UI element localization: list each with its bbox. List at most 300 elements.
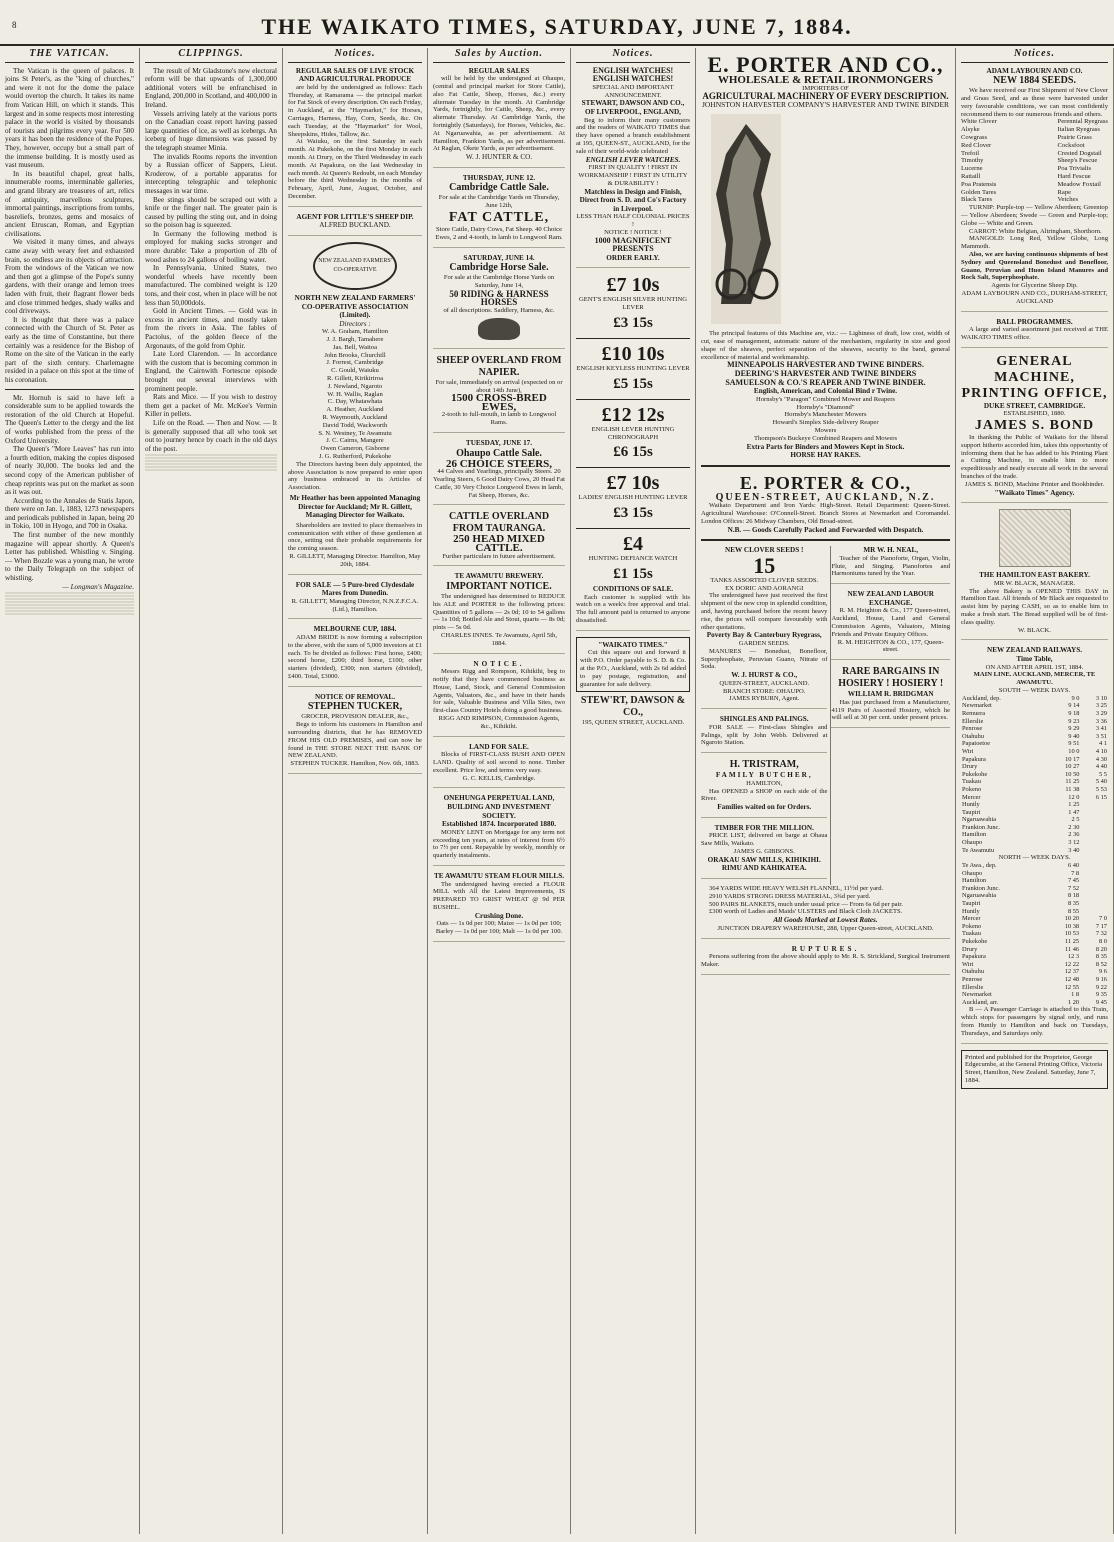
section-heading: Sales by Auction. <box>433 48 565 63</box>
departure-time <box>1080 816 1108 824</box>
merchant-name: STEPHEN TUCKER, <box>307 701 403 713</box>
merchant-address: 195, QUEEN STREET, AUCKLAND. <box>581 719 685 727</box>
ad-title: NEW ZEALAND LABOUR EXCHANGE. <box>847 590 934 607</box>
departure-time: 10 0 <box>1068 747 1080 755</box>
ad-body: Persons suffering from the above should apply to Mr. R. S. Strickland, Surgical Instrument Maker. <box>701 953 950 968</box>
timetable-row <box>961 839 1108 847</box>
ad-signature: JAMES G. GIBBONS. <box>733 847 795 855</box>
watch-price: £4 <box>623 533 643 556</box>
ad-signature: R. GILLETT, Managing Director, N.N.Z.F.C.A. (Ltd.), Hamilton. <box>291 597 419 613</box>
sale-headline: 50 RIDING & HARNESS HORSES <box>449 288 549 308</box>
departure-time: 11 38 <box>1065 785 1080 793</box>
ad-title: AGENT FOR LITTLE'S SHEEP DIP. <box>296 212 414 221</box>
established-label: ESTABLISHED, 1880. <box>1003 410 1066 418</box>
ad-body: The undersigned have just received the first shipment of the new crop in splendid condition, and, having purchased before the recent heavy rise, the prices will compare favourably with other quotations. <box>701 592 828 631</box>
ad-body: PRICE LIST, delivered on barge at Ohaua Saw Mills, Waikato. <box>701 832 828 848</box>
clipping-paragraph: In Pennsylvania, United States, two wonderful wheels have recently been manufactured. The combined weight is 120 tons, and their cost, when in place will be not less than 50,000dols. <box>145 264 277 307</box>
ad-title: TIMBER FOR THE MILLION. <box>714 823 814 832</box>
merchant-name: STEW'RT, DAWSON & CO., <box>580 695 686 719</box>
ad-item: 500 PAIRS BLANKETS, much under usual price — From 6s 6d per pair. <box>709 900 903 908</box>
removal-notice-ad <box>288 693 422 774</box>
clipping-paragraph: Bee stings should be scraped out with a knife or the finger nail. The greater pain is caused by pulling the sting out, and in doing so the poison bag is squeezed. <box>145 195 277 230</box>
ad-highlight: LESS THAN HALF COLONIAL PRICES ! <box>576 213 690 229</box>
watch-price: £7 10s <box>606 274 660 297</box>
departure-time <box>1080 900 1108 908</box>
machine-description: The principal features of this Machine are, viz.: — Lightness of draft, low cost, width of cut, ease of management, automatic nature of the mechanism, regularity in size and good shape of the sheaves, perfect separation of the sheaves, security to the band, general excellence of material and workmanship. <box>701 330 950 361</box>
section-heading: Notices. <box>288 48 422 63</box>
sale-headline: 1500 CROSS-BRED EWES, <box>451 392 547 413</box>
ad-body: In thanking the Public of Waikato for the liberal support hitherto accorded him, takes this opportunity of informing them that he has added to his Printing Plant a Cutting Machine, to enable him to more expeditiously and neatly execute all work in the several branches of the trade. <box>961 434 1108 481</box>
machinery-item: Howard's Simplex Side-delivery Reaper <box>772 419 879 427</box>
timetable-row <box>961 771 1108 779</box>
ad-title: NEW CLOVER SEEDS ! <box>725 546 804 555</box>
station-name: Pukekohe <box>962 770 988 778</box>
ad-title: CONDITIONS OF SALE. <box>592 585 674 594</box>
town-label: HAMILTON, <box>746 779 783 787</box>
harvester-machine-illustration <box>701 114 791 324</box>
ad-title: TE AWAMUTU STEAM FLOUR MILLS. <box>434 871 564 880</box>
station-name: Tuakau <box>962 930 981 938</box>
hay-rakes-label: HORSE HAY RAKES. <box>790 451 861 460</box>
watch-label: ENGLISH KEYLESS HUNTING LEVER <box>576 365 690 373</box>
ad-title: MELBOURNE CUP, 1884. <box>313 625 397 634</box>
coupon-body: Cut this square out and forward it with P.O. Order payable to S. D. & Co. at the P.O., Auckland, with 2s 6d added to pay postage, registration, and guarantee for safe delivery. <box>580 649 686 688</box>
timetable-row <box>961 763 1108 771</box>
clipping-paragraph: The invalids Rooms reports the invention by a Russian officer of Sappers, Lieut. Kroderow, of a portable apparatus for intercepting telegraphic and telephonic messages in war time. <box>145 152 277 195</box>
station-name: Otahuhu <box>962 732 985 740</box>
timetable-row <box>961 984 1108 992</box>
sale-body: For sale at the Cambridge Yards on Thursday, June 12th, <box>438 194 560 210</box>
sale-title: CATTLE OVERLAND FROM TAURANGA. <box>448 511 550 535</box>
station-name: Mercer <box>962 915 981 923</box>
importers-label: IMPORTERS OF <box>802 84 849 92</box>
departure-time: 7 52 <box>1067 884 1080 892</box>
departure-time: 3 29 <box>1095 709 1107 717</box>
sale-title: SHEEP OVERLAND FROM NAPIER. <box>436 354 562 378</box>
departure-time <box>1080 885 1108 893</box>
watch-label: GENT'S ENGLISH SILVER HUNTING LEVER <box>578 296 688 312</box>
sale-items: of all descriptions. Saddlery, Harness, &c. <box>443 306 555 314</box>
departure-time: 3 10 <box>1095 694 1107 702</box>
departure-time: 9 45 <box>1095 998 1107 1006</box>
departure-time: 1 47 <box>1068 808 1080 816</box>
seed-item: Hard Fescue <box>1057 172 1091 180</box>
watch-price: £3 15s <box>613 505 653 522</box>
railways-timetable <box>961 646 1108 1043</box>
seed-item: Vetches <box>1057 196 1079 204</box>
departure-time <box>1080 839 1108 847</box>
timetable-date: ON AND AFTER APRIL 1ST, 1884. <box>985 663 1084 671</box>
ad-signature: G. C. KELLIS, Cambridge. <box>462 774 536 782</box>
column-vatican <box>0 48 140 1534</box>
timetable-row <box>961 938 1108 946</box>
departure-time: 10 53 <box>1064 930 1080 938</box>
quality-claims: FIRST IN QUALITY ! FIRST IN WORKMANSHIP ! FIRST IN UTILITY & DURABILITY ! <box>578 164 688 187</box>
director-entry: J. G. Rutherford, Pukekohe <box>318 453 392 461</box>
ball-programmes-ad <box>961 318 1108 348</box>
station-name: Papakura <box>962 953 986 961</box>
ad-subtitle: IMPORTANT NOTICE. <box>446 581 552 593</box>
departure-time: 8 35 <box>1095 953 1107 961</box>
departure-time: 10 27 <box>1065 763 1080 771</box>
departure-time: 8 55 <box>1067 907 1080 915</box>
sale-title: Cambridge Horse Sale. <box>449 262 549 274</box>
timetable-row <box>961 915 1108 923</box>
director-entry: Jas. Bell, Waitoa <box>332 343 378 351</box>
departure-time: 1 20 <box>1067 998 1080 1006</box>
ad-title: NOTICE OF REMOVAL. <box>314 692 396 701</box>
seeds-list-left <box>961 118 997 204</box>
ad-subtitle: SPECIAL AND IMPORTANT ANNOUNCEMENT. <box>592 83 674 99</box>
ad-subtitle: Crushing Done. <box>474 911 524 920</box>
timetable-row <box>961 999 1108 1007</box>
station-name: Huntly <box>962 801 980 809</box>
timetable-row <box>961 847 1108 855</box>
clipping-paragraph: The result of Mr Gladstone's new electoral reform will be that upwards of 1,300,000 additional voters will be enfranchised in England, 200,000 in Scotland, and 400,000 in Ireland. <box>145 66 277 109</box>
timber-types: RIMU AND KAHIKATEA. <box>721 864 807 873</box>
departure-time: 9 40 <box>1068 732 1080 740</box>
station-name: Taupiri <box>962 808 981 816</box>
station-name: Remuera <box>962 709 986 717</box>
departure-time: 2 36 <box>1068 831 1080 839</box>
departure-time: 5 53 <box>1095 785 1107 793</box>
porter-subtitle: WHOLESALE & RETAIL IRONMONGERS <box>717 74 934 86</box>
departure-time: 9 18 <box>1068 709 1080 717</box>
sale-items: 2-tooth to full-mouth, in lamb to Longwool Rams. <box>441 411 557 427</box>
timetable-row <box>961 885 1108 893</box>
machinery-item: Thompson's Buckeye Combined Reapers and Mowers <box>753 434 898 442</box>
station-name: Hamilton <box>962 831 987 839</box>
clipping-paragraph: Rats and Mice. — If you wish to destroy them get a packet of Mr. McKee's Vermin Killer in pellets. <box>145 393 277 419</box>
drapery-ad <box>701 885 950 939</box>
director-entry: Owen Cameron, Gisborne <box>320 445 390 453</box>
departure-time: 5 40 <box>1095 778 1107 786</box>
seed-item: Sheep's Fescue <box>1057 157 1098 165</box>
conditions-of-sale <box>576 585 690 631</box>
departure-time: 8 20 <box>1095 945 1107 953</box>
ruptures-ad <box>701 945 950 975</box>
departure-time: 12 0 <box>1068 793 1080 801</box>
ad-notice: Mr Heather has been appointed Managing Director for Auckland; Mr R. Gillett, Managing Director for Waikato. <box>289 494 421 520</box>
departure-time: 4 40 <box>1095 763 1107 771</box>
watch-label: LADIES' ENGLISH HUNTING LEVER <box>578 494 688 502</box>
ad-signature: R. M. HEIGHTON & CO., 177, Queen-street. <box>837 638 944 654</box>
ad-body: Messrs Rigg and Rompson, Kihikihi, beg to notify that they have commenced business as House, Land, Stock, and General Commission Agents, Valuators, &c., and have in their hands for sale, Valuable Business and Villa Sites, two first-class Country Hotels doing a good business. <box>433 668 565 715</box>
departure-time: 11 25 <box>1065 778 1080 786</box>
price-list: Oats — 1s 0d per 100; Maize — 1s 0d per 100; Barley — 1s 0d per 100; Malt — 1s 0d per 100. <box>435 920 563 936</box>
ad-title: NORTH NEW ZEALAND FARMERS' CO-OPERATIVE ASSOCIATION (Limited). <box>294 293 416 320</box>
article-paragraph: It is thought that there was a palace connected with the Church of St. Peter as early as the time of Constantine, but there certainly was a residence for the Bishop of Rome on the site of the Vatican in the early part of the sixth century. Charlemagne resided in a palace on this spot at the time of his coronation. <box>5 315 134 384</box>
minneapolis-label: MINNEAPOLIS HARVESTER AND TWINE BINDERS. <box>727 360 924 370</box>
station-name: Pokeno <box>962 785 982 793</box>
sheep-illustration <box>478 318 520 340</box>
seed-item: Timothy <box>961 157 984 165</box>
porter-nb: N.B. — Goods Carefully Packed and Forwarded with Despatch. <box>727 525 924 534</box>
auctioneer-name: W. J. HUNTER & CO. <box>465 153 533 162</box>
watch-price: £1 15s <box>613 566 653 583</box>
order-coupon[interactable] <box>576 637 690 693</box>
departure-time <box>1080 824 1108 832</box>
departure-time <box>1080 870 1108 878</box>
ad-signature: CHARLES INNES. Te Awamutu, April 5th, 1884. <box>440 632 558 647</box>
station-name: Frankton Junc. <box>962 823 1000 831</box>
sale-headline: 26 CHOICE STEERS, <box>445 457 553 470</box>
station-name: Papakura <box>962 755 986 763</box>
ad-title: RARE BARGAINS IN HOSIERY ! HOSIERY ! <box>838 666 944 690</box>
mangold-list: MANGOLD: Long Red, Yellow Globe, Long Mammoth. <box>961 235 1108 251</box>
ohaupo-sale-ad <box>433 439 565 505</box>
departure-time: 4 1 <box>1099 740 1107 748</box>
ad-body: A large and varied assortment just received at THE WAIKATO TIMES office. <box>961 326 1108 341</box>
cattle-sale-ad <box>433 174 565 248</box>
shingles-ad <box>701 715 827 753</box>
departure-time: 12 22 <box>1064 960 1080 968</box>
departure-time: 8 18 <box>1067 892 1080 900</box>
turnip-list: TURNIP: Purple-top — Yellow Aberdeen; Greentop — Yellow Aberdeen; Swede — Green and Purple-top; Globe — White and Green. <box>961 204 1108 227</box>
departure-time: 9 23 <box>1068 717 1080 725</box>
timetable-row <box>961 877 1108 885</box>
masthead <box>0 0 1114 46</box>
ship-names: EX DORIC AND AORANGI <box>725 584 804 592</box>
sale-headline: FAT CATTLE, <box>448 209 550 225</box>
departure-time: 4 30 <box>1095 755 1107 763</box>
departure-time: 7 32 <box>1095 930 1107 938</box>
carrot-list: CARROT: White Belgian, Altringham, Shorthorn. <box>969 227 1102 235</box>
timetable-row <box>961 991 1108 999</box>
english-watches-ad <box>576 67 690 269</box>
station-name: Penrose <box>962 725 983 733</box>
ad-signature: STEPHEN TUCKER. Hamilton, Nov. 6th, 1883. <box>290 760 420 768</box>
timetable-row <box>961 786 1108 794</box>
livestock-sales-ad <box>288 67 422 207</box>
line-name: MAIN LINE. AUCKLAND, MERCER, TE AWAMUTU. <box>973 671 1096 687</box>
ad-body: The Directors having been duly appointed, the above Association is now prepared to enter upon any business embraced in its Articles of Association. <box>288 460 422 492</box>
seeds-lists <box>961 118 1108 204</box>
sale-title: Ohaupo Cattle Sale. <box>456 447 542 459</box>
departure-time: 3 25 <box>1095 702 1107 710</box>
director-entry: W. A. Graham, Hamilton <box>321 328 389 336</box>
machinery-item: Hornsby's Manchester Mowers <box>784 411 867 419</box>
departure-time: 9 16 <box>1095 975 1107 983</box>
ad-subtitle: FAMILY BUTCHER, <box>715 771 813 780</box>
sale-headline: 250 HEAD MIXED CATTLE. <box>453 533 545 555</box>
commission-agents-ad <box>433 660 565 737</box>
station-name: Auckland, dep. <box>962 694 1001 702</box>
col6-left-subcol <box>701 546 831 885</box>
seed-item: Lucerne <box>961 165 983 173</box>
agents-label: Agents for Glycerine Sheep Dip. <box>991 282 1078 290</box>
departure-time: 11 46 <box>1064 945 1080 953</box>
column-auctions <box>428 48 571 1534</box>
directors-list <box>288 328 422 461</box>
machinery-item: Hornsby's "Diamond" <box>796 403 855 411</box>
departure-time: 9 35 <box>1095 991 1107 999</box>
seed-item: Black Tares <box>961 196 993 204</box>
ad-title: ENGLISH WATCHES! ENGLISH WATCHES! <box>592 65 674 84</box>
agency-label: "Waikato Times" Agency. <box>994 488 1075 497</box>
ad-body: Teacher of the Pianoforte, Organ, Violin, Flute, and Singing. Pianofortes and Harmoniums tuned by the Year. <box>831 554 950 578</box>
departure-time: 10 50 <box>1065 770 1080 778</box>
timber-ad <box>701 824 827 879</box>
ad-body: Has OPENED a SHOP on each side of the River. <box>701 787 828 803</box>
departure-time: 1 25 <box>1068 801 1080 809</box>
hosiery-ad <box>831 666 950 728</box>
clydesdale-sale-ad <box>288 581 422 620</box>
clover-seeds-ad <box>701 546 827 709</box>
watch-price: £5 15s <box>613 375 653 392</box>
ad-title: ONEHUNGA PERPETUAL LAND, BUILDING AND INVESTMENT SOCIETY. <box>443 794 555 820</box>
sale-date: TUESDAY, JUNE 17. <box>465 439 533 448</box>
timetable-row <box>961 778 1108 786</box>
seed-item: Poa Pratensis <box>961 180 997 188</box>
timetable-row <box>961 953 1108 961</box>
station-name: Wiri <box>962 747 974 755</box>
station-name: Otahuhu <box>962 968 985 976</box>
director-entry: R. Gillett, Kirikiriroa <box>326 375 384 383</box>
station-name: Newmarket <box>962 702 992 710</box>
station-name: Te Awa., dep. <box>962 862 997 870</box>
ad-title: RUPTURES. <box>791 944 860 953</box>
mill-name: ORAKAU SAW MILLS, KIHIKIHI. <box>707 855 821 864</box>
station-name: Ngaruawahia <box>962 816 997 824</box>
article-paragraph: In its beautiful chapel, great halls, innumerable rooms, interminable galleries, and grand library are treasures of art, relics of antiquity, marvellous sculptures, immortal paintings, inscriptions from tombs, basreliefs, bronzes, gems and mosaics of ancient Etruscan, Roman, and Egyptian civilisations. <box>5 169 134 238</box>
ad-highlight: Families waited on for Orders. <box>717 803 812 812</box>
timetable-row <box>961 824 1108 832</box>
director-entry: J. Newland, Ngaroto <box>327 382 383 390</box>
ad-subtitle: GROCER, PROVISION DEALER, &c., <box>301 713 409 721</box>
flour-mills-ad <box>433 872 565 942</box>
ad-highlight: All Goods Marked at Lowest Rates. <box>773 916 878 925</box>
sale-title: Cambridge Cattle Sale. <box>449 182 549 194</box>
station-name: Ohaupo <box>962 839 983 847</box>
ad-signature: RIGG AND RIMPSON, Commission Agents, &c., Kihikihi. <box>438 714 560 730</box>
station-name: Huntly <box>962 907 980 915</box>
departure-time: 12 3 <box>1067 953 1080 961</box>
ad-subtitle: TANKS ASSORTED CLOVER SEEDS. <box>710 576 819 584</box>
ad-item: £300 worth of Ladies and Maids' ULSTERS and Black Cloth JACKETS. <box>709 908 903 916</box>
clipping-paragraph: In Germany the following method is employed for making sucks stronger and more durable: Take a proportion of 2lb of wood ashes to 24 gallons of boiling water. <box>145 229 277 264</box>
station-name: Ngaruawahia <box>962 892 997 900</box>
departure-time: 9 29 <box>1068 725 1080 733</box>
association-seal-logo: NEW ZEALAND FARMERS' CO-OPERATIVE <box>313 242 397 290</box>
section-heading: Notices. <box>961 48 1108 63</box>
station-name: Ellerslie <box>962 717 984 725</box>
ad-title: NEW 1884 SEEDS. <box>993 75 1076 87</box>
imprint: Printed and published for the Proprietor, George Edgecumbe, at the General Printing Office, Victoria Street, Hamilton, New Zealand. Saturday, June 7, 1884. <box>961 1050 1108 1089</box>
presents-headline: 1000 MAGNIFICENT PRESENTS <box>594 235 672 254</box>
music-teacher-ad <box>831 546 950 584</box>
timetable-row <box>961 900 1108 908</box>
directors-label: Directors : <box>339 319 371 328</box>
ad-address: DUKE STREET, CAMBRIDGE. <box>983 401 1086 410</box>
departure-time: 2 5 <box>1071 816 1080 824</box>
ad-title: NEW ZEALAND RAILWAYS. <box>987 646 1082 655</box>
director-entry: W. H. Wallis, Raglan <box>327 390 383 398</box>
departure-time: 9 14 <box>1068 702 1080 710</box>
sale-date: THURSDAY, JUNE 12. <box>462 173 536 182</box>
sale-date: SATURDAY, JUNE 14. <box>463 253 535 262</box>
ad-item: 364 YARDS WIDE HEAVY WELSH FLANNEL, 11½d per yard. <box>709 884 884 892</box>
timetable-row <box>961 801 1108 809</box>
departure-time: 12 48 <box>1064 975 1080 983</box>
wheat-sheaf-illustration <box>999 509 1071 567</box>
regular-sales-ad <box>433 67 565 168</box>
merchant-address: JUNCTION DRAPERY WAREHOUSE, 288, Upper Queen-street, AUCKLAND. <box>717 924 934 932</box>
departure-time <box>1080 809 1108 817</box>
departure-time: 7 0 <box>1099 915 1107 923</box>
station-name: Penrose <box>962 975 983 983</box>
column-clippings <box>140 48 283 1534</box>
departure-time: 8 0 <box>1099 938 1107 945</box>
timetable-row <box>961 702 1108 710</box>
brewery-ad <box>433 572 565 653</box>
seed-item: Alsyke <box>961 126 980 134</box>
seed-item: Cocksfoot <box>1057 141 1085 149</box>
seeds-list-right <box>1058 118 1108 204</box>
timetable-row <box>961 816 1108 824</box>
extra-parts-label: Extra Parts for Binders and Mowers Kept in Stock. <box>746 442 905 451</box>
timetable-row <box>961 831 1108 839</box>
merchant-address: QUEEN-STREET, AUCKLAND. <box>719 679 810 687</box>
ad-title: TE AWAMUTU BREWERY. <box>454 572 544 581</box>
timetable-row <box>961 809 1108 817</box>
departure-time: 8 35 <box>1067 900 1080 908</box>
divider <box>5 389 134 390</box>
timetable-note: B — A Passenger Carriage is attached to this Train, which stops for passengers by signal only, and runs from Huntly to Hamilton and back on Tuesdays, Thursdays, and Saturdays only. <box>961 1006 1108 1037</box>
station-name: Papatoetoe <box>962 740 991 748</box>
sale-items: Further particulars in future advertisement. <box>442 552 556 560</box>
seeds-count: 15 <box>753 552 776 578</box>
timetable-row <box>961 756 1108 764</box>
station-name: Mercer <box>962 793 981 801</box>
director-entry: J. J. Bargh, Tamahere <box>326 336 384 344</box>
ad-title: REGULAR SALES <box>468 66 530 75</box>
machinery-item: Mowers <box>814 426 837 434</box>
timetable-row <box>961 748 1108 756</box>
director-entry: A. Heather, Auckland <box>326 406 384 414</box>
merchant-name: WILLIAM R. BRIDGMAN <box>847 690 934 699</box>
station-name: Ellerslie <box>962 983 984 991</box>
timetable-north <box>961 862 1108 1006</box>
newspaper-title: THE WAIKATO TIMES, SATURDAY, JUNE 7, 1884. <box>261 14 853 39</box>
labour-exchange-ad <box>831 590 950 660</box>
departure-time: 2 30 <box>1068 823 1080 831</box>
departure-time: 6 40 <box>1067 862 1080 870</box>
ad-body: The undersigned having erected a FLOUR MILL with All the Latest Improvements, IS PREPARED TO GRIST WHEAT @ 9d PER BUSHEL. <box>433 880 565 911</box>
director-entry: John Brooks, Churchill <box>324 351 386 359</box>
ad-signature: R. GILLETT, Managing Director. Hamilton, May 20th, 1884. <box>289 553 421 568</box>
departure-time: 11 25 <box>1064 938 1080 945</box>
ad-title: THE HAMILTON EAST BAKERY. <box>979 571 1090 580</box>
seed-item: Cowgrass <box>961 133 988 141</box>
departure-time: 5 5 <box>1099 770 1107 778</box>
departure-time: 6 15 <box>1095 793 1107 801</box>
ad-title: MR W. H. NEAL, <box>863 546 919 555</box>
sale-items: 44 Calves and Yearlings, principally Steers. 20 Yearling Steers, 6 Good Dairy Cows, 20 Head Fat Cattle, 30 Very Choice Longwool Ewes in lamb, Fat Sheep, Horses, &c. <box>433 468 565 499</box>
station-name: Auckland, arr. <box>962 998 999 1006</box>
ad-title: FOR SALE — 5 Pure-bred Clydesdale Mares from Dunedin. <box>295 580 415 598</box>
station-name: Drury <box>962 763 978 771</box>
porter-street: QUEEN-STREET, AUCKLAND, N.Z. <box>715 491 936 503</box>
article-paragraph: The first number of the new monthly magazine will appear shortly. A Queen's Letter has published. Whistling v. Singing. — When Bozzle was a young man, he wrote to the Daily Telegraph on the subject of whistling. <box>5 531 134 583</box>
ad-subtitle: MR W. BLACK, MANAGER. <box>993 579 1076 587</box>
article-paragraph: We visited it many times, and always came away with weary feet and exhausted brain, so endless are its objects of attraction. From the windows of the Vatican we now and then got a glimpse of the Pope's sunny gardens, with their orange and lemon trees laden with fruit, their flagrant flower beds and close trimmed hedges, shady walks and cool driveways. <box>5 238 134 316</box>
station-name: Newmarket <box>962 991 992 999</box>
seed-item: White Clover <box>961 118 997 126</box>
clipping-paragraph: Late Lord Clarendon. — In accordance with the custom that is becoming common in England, the Cairnwith Fortescue episode brought out several interviews with prominent people. <box>145 350 277 393</box>
director-entry: David Todd, Wackworth <box>322 421 388 429</box>
text-filler <box>5 592 134 615</box>
